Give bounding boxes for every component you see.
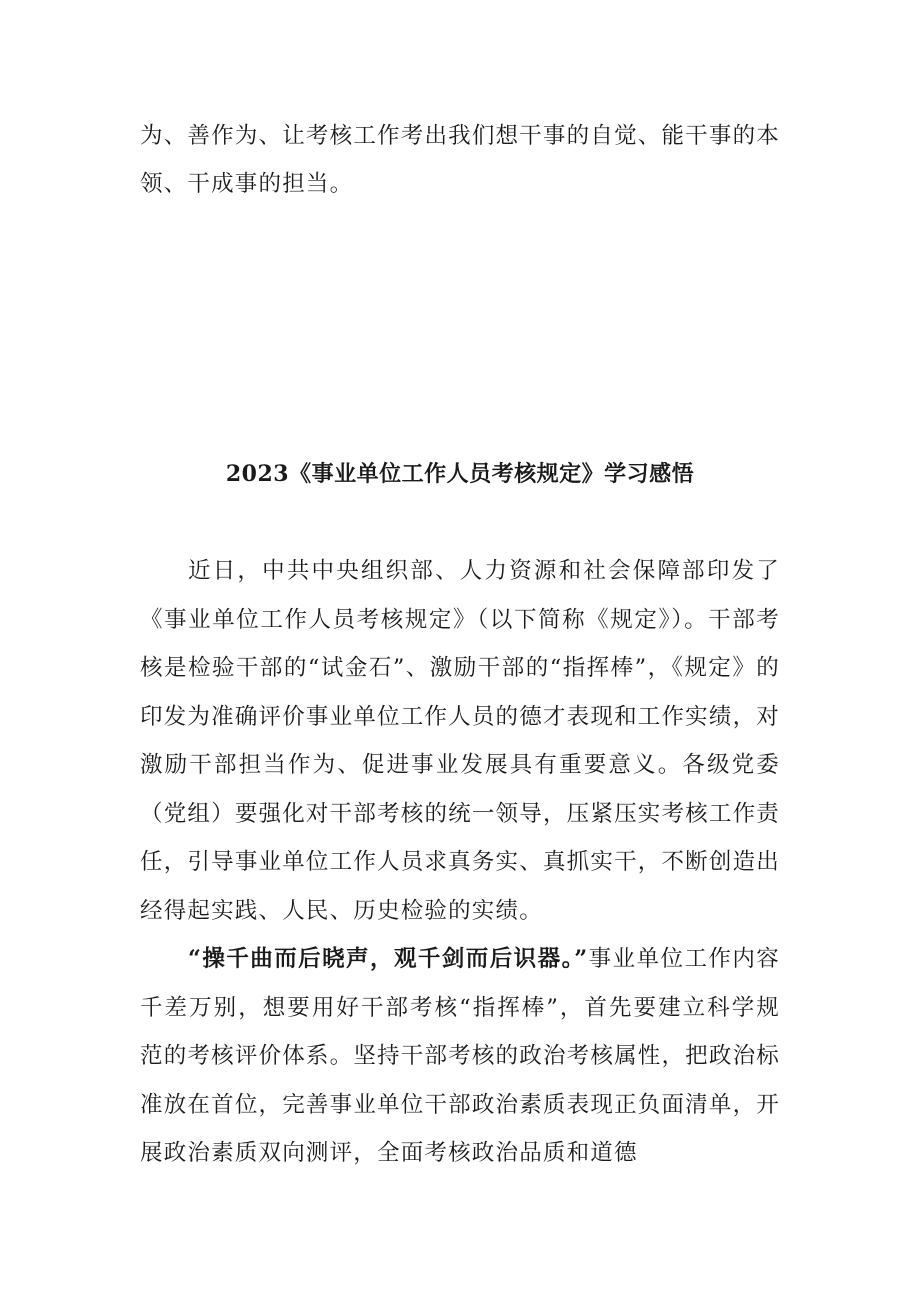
continuation-paragraph: 为、善作为、让考核工作考出我们想干事的自觉、能干事的本领、干成事的担当。: [140, 123, 780, 197]
document-title: 2023《事业单位工作人员考核规定》学习感悟: [225, 461, 695, 487]
paragraph-2-text: 事业单位工作内容千差万别，想要用好干部考核“指挥棒”，首先要建立科学规范的考核评价体系。坚持干部考核的政治考核属性，把政治标准放在首位，完善事业单位干部政治素质表现正负面清单，开展政治素质双向测评，全面考核政治品质和道德: [140, 946, 780, 1166]
quote-lead: “操千曲而后晓声，观千剑而后识器。”: [188, 946, 589, 972]
body-paragraph-1: 近日，中共中央组织部、人力资源和社会保障部印发了《事业单位工作人员考核规定》（以下简称《规定》）。干部考核是检验干部的“试金石”、激励干部的“指挥棒”，《规定》的印发为准确评价事业单位工作人员的德才表现和工作实绩，对激励干部担当作为、促进事业发展具有重要意义。各级党委（党组）要强化对干部考核的统一领导，压紧压实考核工作责任，引导事业单位工作人员求真务实、真抓实干，不断创造出经得起实践、人民、历史检验的实绩。: [140, 558, 780, 924]
body-paragraph-2: [140, 935, 780, 1178]
